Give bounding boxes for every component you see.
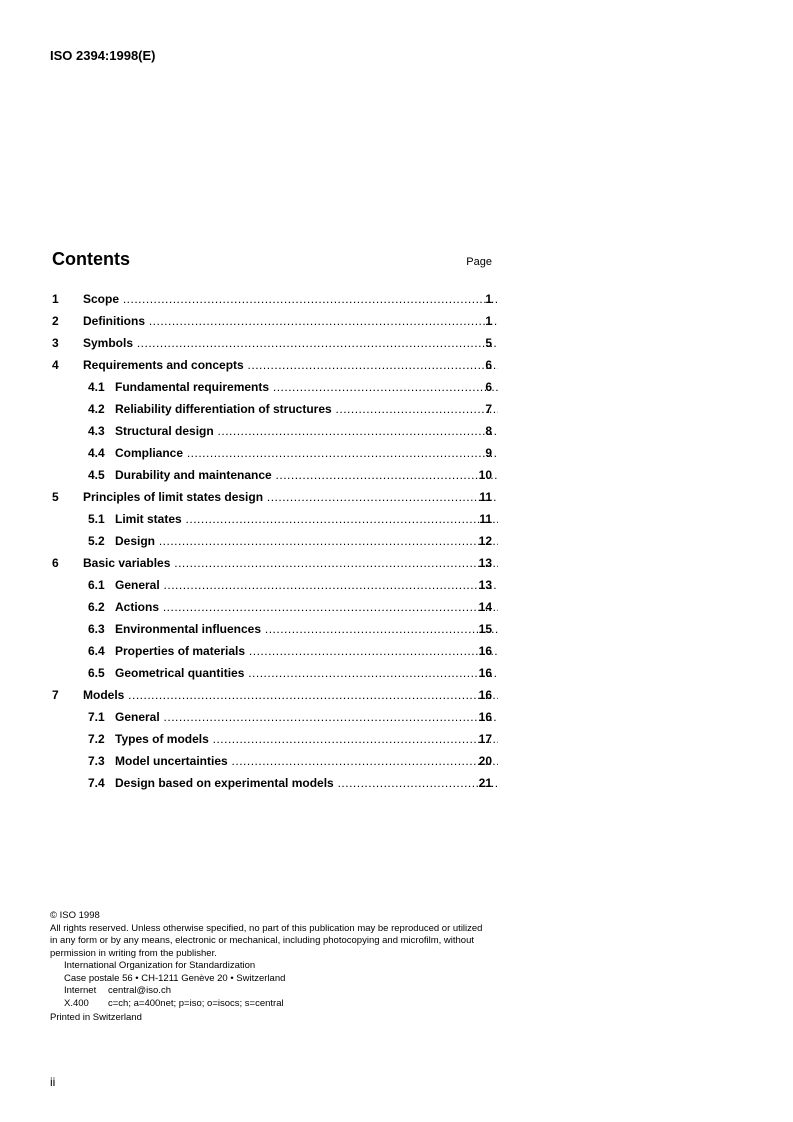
- toc-entry-number: 4.5: [88, 468, 105, 482]
- toc-entry-title: [88, 596, 498, 618]
- toc-entry-number: 4.4: [88, 446, 105, 460]
- toc-entry-title-text: Types of models: [115, 732, 209, 746]
- toc-entry-number: 4.2: [88, 402, 105, 416]
- toc-entry-title-text: Models: [83, 688, 125, 702]
- toc-entry-number: 7: [52, 688, 59, 702]
- toc-entry-page: 1: [485, 314, 492, 328]
- toc-entry-number: 4: [52, 358, 59, 372]
- toc-entry-title-text: Basic variables: [83, 556, 171, 570]
- printed-in: Printed in Switzerland: [50, 1012, 142, 1023]
- toc-entry-number: 7.2: [88, 732, 105, 746]
- postal-address: Case postale 56 • CH-1211 Genève 20 • Switzerland: [64, 972, 286, 984]
- x400-value: c=ch; a=400net; p=iso; o=isocs; s=central: [108, 997, 284, 1009]
- toc-entry-title: [83, 332, 498, 354]
- toc-entry-title-text: Fundamental requirements: [115, 380, 270, 394]
- toc-entry-number: 6.1: [88, 578, 105, 592]
- toc-entry-title-text: Limit states: [115, 512, 182, 526]
- toc-entry-page: 16: [478, 644, 492, 658]
- toc-entry-page: 21: [478, 776, 492, 790]
- toc-entry: [52, 398, 492, 420]
- toc-entry-title: [83, 684, 498, 706]
- internet-label: Internet: [64, 985, 97, 996]
- toc-entry-title: [83, 310, 498, 332]
- toc-entry-title: [88, 530, 498, 552]
- page-column-label: Page: [466, 256, 492, 268]
- toc-entry: [52, 640, 492, 662]
- toc-entry-number: 4.1: [88, 380, 105, 394]
- toc-entry: [52, 376, 492, 398]
- copyright-block: [50, 910, 492, 1025]
- toc-entry-title: [83, 288, 498, 310]
- toc-entry-title-text: Geometrical quantities: [115, 666, 245, 680]
- toc-entry-title-text: General: [115, 578, 160, 592]
- toc-entry-page: 5: [485, 336, 492, 350]
- toc-entry-title: [88, 706, 498, 728]
- toc-entry: [52, 662, 492, 684]
- toc-entry-title: [83, 486, 498, 508]
- toc-entry-title: [88, 772, 498, 794]
- toc-entry-title-text: Model uncertainties: [115, 754, 228, 768]
- toc-entry-title-text: Compliance: [115, 446, 184, 460]
- toc-entry: [52, 486, 492, 508]
- copyright-line: © ISO 1998: [50, 910, 100, 921]
- toc-entry-title: [88, 574, 498, 596]
- toc-entry: [52, 508, 492, 530]
- toc-entry: [52, 706, 492, 728]
- toc-entry-title-text: General: [115, 710, 160, 724]
- toc-entry-title-text: Design based on experimental models: [115, 776, 334, 790]
- toc-entry-number: 1: [52, 292, 59, 306]
- toc-entry-page: 9: [485, 446, 492, 460]
- toc-entry-title-text: Scope: [83, 292, 120, 306]
- toc-entry-title-text: Actions: [115, 600, 160, 614]
- toc-entry-title-text: Properties of materials: [115, 644, 246, 658]
- rights-statement: All rights reserved. Unless otherwise specified, no part of this publication may be reproduced or utilized in any form or by any means, electronic or mechanical, including photocopying and microfilm, without permission in writing from the publisher.: [50, 922, 483, 959]
- toc-entry-number: 5: [52, 490, 59, 504]
- toc-entry-page: 6: [485, 380, 492, 394]
- internet-line: [50, 985, 492, 998]
- toc-entry-title: [88, 728, 498, 750]
- toc-entry-number: 7.4: [88, 776, 105, 790]
- toc-entry-page: 20: [478, 754, 492, 768]
- toc-entry: [52, 310, 492, 332]
- toc-entry-title: [88, 464, 498, 486]
- internet-value: central@iso.ch: [108, 985, 171, 996]
- toc-entry-page: 10: [478, 468, 492, 482]
- toc-entry-number: 5.2: [88, 534, 105, 548]
- toc-entry: [52, 750, 492, 772]
- contents-heading: Contents: [52, 249, 130, 269]
- toc-entry-number: 6: [52, 556, 59, 570]
- toc-entry-page: 16: [478, 710, 492, 724]
- toc-entry: [52, 574, 492, 596]
- toc-entry-title-text: Environmental influences: [115, 622, 262, 636]
- toc-entry-number: 6.3: [88, 622, 105, 636]
- document-id: ISO 2394:1998(E): [50, 48, 156, 63]
- toc-entry: [52, 464, 492, 486]
- toc-entry-title: [88, 640, 498, 662]
- toc-entry-page: 11: [479, 512, 492, 526]
- toc-entry-number: 3: [52, 336, 59, 350]
- x400-line: [50, 998, 492, 1011]
- toc-entry-title: [88, 420, 498, 442]
- toc-entry: [52, 332, 492, 354]
- toc-entry-number: 5.1: [88, 512, 105, 526]
- toc-entry: [52, 552, 492, 574]
- toc-entry: [52, 288, 492, 310]
- toc-entry-title: [88, 398, 498, 420]
- toc-entry-number: 4.3: [88, 424, 105, 438]
- toc-entry: [52, 618, 492, 640]
- toc-entry-title: [83, 552, 498, 574]
- toc-entry-number: 7.3: [88, 754, 105, 768]
- toc-entry-number: 6.5: [88, 666, 105, 680]
- toc-entry-page: 17: [478, 732, 492, 746]
- toc-entry-number: 6.4: [88, 644, 105, 658]
- toc-entry-page: 12: [478, 534, 492, 548]
- toc-entry-title-text: Definitions: [83, 314, 145, 328]
- toc-entry-page: 11: [479, 490, 492, 504]
- toc-entry-title: [88, 750, 498, 772]
- toc-entry: [52, 728, 492, 750]
- toc-entry: [52, 442, 492, 464]
- toc-entry-title: [88, 442, 498, 464]
- toc-entry-page: 16: [478, 688, 492, 702]
- toc-entry-page: 15: [478, 622, 492, 636]
- toc-entry-title-text: Durability and maintenance: [115, 468, 272, 482]
- toc-entry: [52, 596, 492, 618]
- toc-entry-title: [88, 662, 498, 684]
- organization-name: International Organization for Standardization: [64, 960, 256, 971]
- page-folio: ii: [50, 1075, 56, 1089]
- toc-entry: [52, 354, 492, 376]
- toc-entry-title-text: Symbols: [83, 336, 134, 350]
- table-of-contents: [52, 288, 492, 794]
- toc-entry: [52, 530, 492, 552]
- toc-entry-page: 14: [478, 600, 492, 614]
- toc-entry: [52, 684, 492, 706]
- x400-label: X.400: [64, 997, 89, 1009]
- toc-entry-page: 16: [478, 666, 492, 680]
- toc-entry-number: 7.1: [88, 710, 105, 724]
- toc-entry-title: [88, 376, 498, 398]
- toc-entry-title: [88, 618, 498, 640]
- toc-entry-title-text: Design: [115, 534, 156, 548]
- toc-entry: [52, 772, 492, 794]
- toc-entry-page: 6: [485, 358, 492, 372]
- toc-entry-number: 2: [52, 314, 59, 328]
- toc-entry-title: [88, 508, 498, 530]
- toc-entry-page: 8: [485, 424, 492, 438]
- toc-entry-page: 13: [478, 578, 492, 592]
- toc-entry-title: [83, 354, 498, 376]
- toc-entry-page: 13: [478, 556, 492, 570]
- toc-entry-title-text: Reliability differentiation of structures: [115, 402, 332, 416]
- toc-entry: [52, 420, 492, 442]
- toc-entry-page: 7: [485, 402, 492, 416]
- toc-entry-title-text: Structural design: [115, 424, 214, 438]
- toc-entry-title-text: Requirements and concepts: [83, 358, 244, 372]
- toc-entry-title-text: Principles of limit states design: [83, 490, 264, 504]
- toc-entry-page: 1: [485, 292, 492, 306]
- toc-entry-number: 6.2: [88, 600, 105, 614]
